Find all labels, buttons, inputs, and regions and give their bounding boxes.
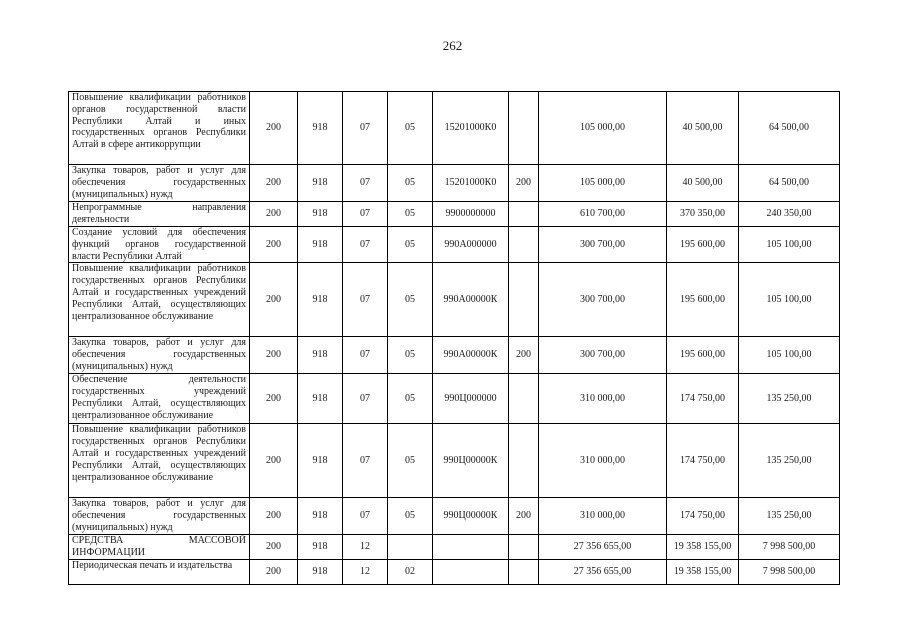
table-row [69,92,840,165]
row-col1: 200 [250,165,298,202]
row-year3: 105 100,00 [739,337,840,374]
row-name: Закупка товаров, работ и услуг для обеспечения государственных (муниципальных) нужд [69,498,250,535]
row-code [433,560,509,585]
row-year2: 40 500,00 [667,92,739,165]
table-row [69,227,840,263]
table-row [69,374,840,424]
page-number: 262 [442,38,463,53]
row-year3: 240 350,00 [739,202,840,227]
row-col3: 07 [343,424,388,498]
row-vr: 200 [509,337,539,374]
row-col2: 918 [298,374,343,424]
row-year2: 40 500,00 [667,165,739,202]
row-year3: 135 250,00 [739,498,840,535]
row-col1: 200 [250,263,298,337]
budget-table [68,91,840,585]
row-name: Обеспечение деятельности государственных учреждений Республики Алтай, осуществляющих централизованное обслуживание [69,374,250,424]
row-col3: 07 [343,374,388,424]
row-col3: 07 [343,227,388,263]
row-name: Периодическая печать и издательства [69,560,250,585]
row-col2: 918 [298,337,343,374]
row-code: 990Ц00000К [433,498,509,535]
table-row [69,263,840,337]
row-col1: 200 [250,227,298,263]
row-col4: 05 [388,263,433,337]
row-name: Повышение квалификации работников государственных органов Республики Алтай и государственных учреждений Республики Алтай, осуществляющих централизованное обслуживание [69,424,250,498]
row-code: 15201000К0 [433,92,509,165]
row-col4: 05 [388,424,433,498]
row-col2: 918 [298,498,343,535]
row-vr: 200 [509,498,539,535]
row-code: 990А00000К [433,337,509,374]
row-code: 9900000000 [433,202,509,227]
row-col2: 918 [298,92,343,165]
row-year2: 195 600,00 [667,337,739,374]
row-name: Закупка товаров, работ и услуг для обеспечения государственных (муниципальных) нужд [69,337,250,374]
row-year2: 195 600,00 [667,263,739,337]
row-year2: 174 750,00 [667,424,739,498]
row-year2: 19 358 155,00 [667,535,739,560]
table-row [69,202,840,227]
table-row [69,560,840,585]
row-col4: 02 [388,560,433,585]
row-col1: 200 [250,424,298,498]
row-col3: 07 [343,92,388,165]
row-year1: 310 000,00 [539,498,667,535]
row-code: 990А000000 [433,227,509,263]
row-year3: 135 250,00 [739,424,840,498]
row-col4: 05 [388,374,433,424]
row-year3: 105 100,00 [739,263,840,337]
row-vr [509,263,539,337]
row-name: Повышение квалификации работников государственных органов Республики Алтай и государственных учреждений Республики Алтай, осуществляющих централизованное обслуживание [69,263,250,337]
row-vr [509,202,539,227]
row-year3: 64 500,00 [739,92,840,165]
row-col2: 918 [298,165,343,202]
row-col3: 07 [343,498,388,535]
table-row [69,337,840,374]
row-col3: 07 [343,202,388,227]
row-year1: 300 700,00 [539,337,667,374]
row-code: 990Ц000000 [433,374,509,424]
row-year1: 105 000,00 [539,92,667,165]
row-vr [509,227,539,263]
row-col4: 05 [388,337,433,374]
row-name: Непрограммные направления деятельности [69,202,250,227]
row-vr [509,535,539,560]
row-year3: 135 250,00 [739,374,840,424]
row-col3: 07 [343,165,388,202]
row-year3: 105 100,00 [739,227,840,263]
row-year2: 370 350,00 [667,202,739,227]
row-col2: 918 [298,227,343,263]
row-col2: 918 [298,560,343,585]
row-col1: 200 [250,202,298,227]
row-vr [509,92,539,165]
row-year1: 310 000,00 [539,424,667,498]
row-year1: 300 700,00 [539,227,667,263]
row-year1: 27 356 655,00 [539,535,667,560]
row-year1: 610 700,00 [539,202,667,227]
row-vr: 200 [509,165,539,202]
row-col1: 200 [250,498,298,535]
row-year1: 105 000,00 [539,165,667,202]
row-vr [509,560,539,585]
row-col4: 05 [388,165,433,202]
row-year1: 310 000,00 [539,374,667,424]
row-name: Создание условий для обеспечения функций органов государственной власти Республики Алтай [69,227,250,263]
row-year3: 7 998 500,00 [739,560,840,585]
row-name: Повышение квалификации работников органов государственной власти Республики Алтай и иных государственных органов Республики Алтай в сфере антикоррупции [69,92,250,165]
row-vr [509,374,539,424]
row-year1: 300 700,00 [539,263,667,337]
row-year2: 174 750,00 [667,498,739,535]
row-vr [509,424,539,498]
row-col2: 918 [298,202,343,227]
row-year2: 19 358 155,00 [667,560,739,585]
row-name: Закупка товаров, работ и услуг для обеспечения государственных (муниципальных) нужд [69,165,250,202]
row-name: СРЕДСТВА МАССОВОЙ ИНФОРМАЦИИ [69,535,250,560]
row-year2: 195 600,00 [667,227,739,263]
row-year3: 7 998 500,00 [739,535,840,560]
row-col2: 918 [298,424,343,498]
row-code: 990А00000К [433,263,509,337]
row-col3: 07 [343,337,388,374]
row-col4: 05 [388,498,433,535]
row-year1: 27 356 655,00 [539,560,667,585]
row-col4: 05 [388,92,433,165]
table-row [69,424,840,498]
row-col4: 05 [388,227,433,263]
row-col1: 200 [250,535,298,560]
row-code: 990Ц00000К [433,424,509,498]
row-col3: 12 [343,560,388,585]
row-col4 [388,535,433,560]
table-row [69,165,840,202]
row-col1: 200 [250,560,298,585]
row-code: 15201000К0 [433,165,509,202]
row-col2: 918 [298,263,343,337]
row-col3: 07 [343,263,388,337]
table-row [69,498,840,535]
row-col1: 200 [250,92,298,165]
row-year3: 64 500,00 [739,165,840,202]
row-col2: 918 [298,535,343,560]
row-year2: 174 750,00 [667,374,739,424]
row-col3: 12 [343,535,388,560]
row-col4: 05 [388,202,433,227]
row-col1: 200 [250,374,298,424]
row-code [433,535,509,560]
table-row [69,535,840,560]
row-col1: 200 [250,337,298,374]
